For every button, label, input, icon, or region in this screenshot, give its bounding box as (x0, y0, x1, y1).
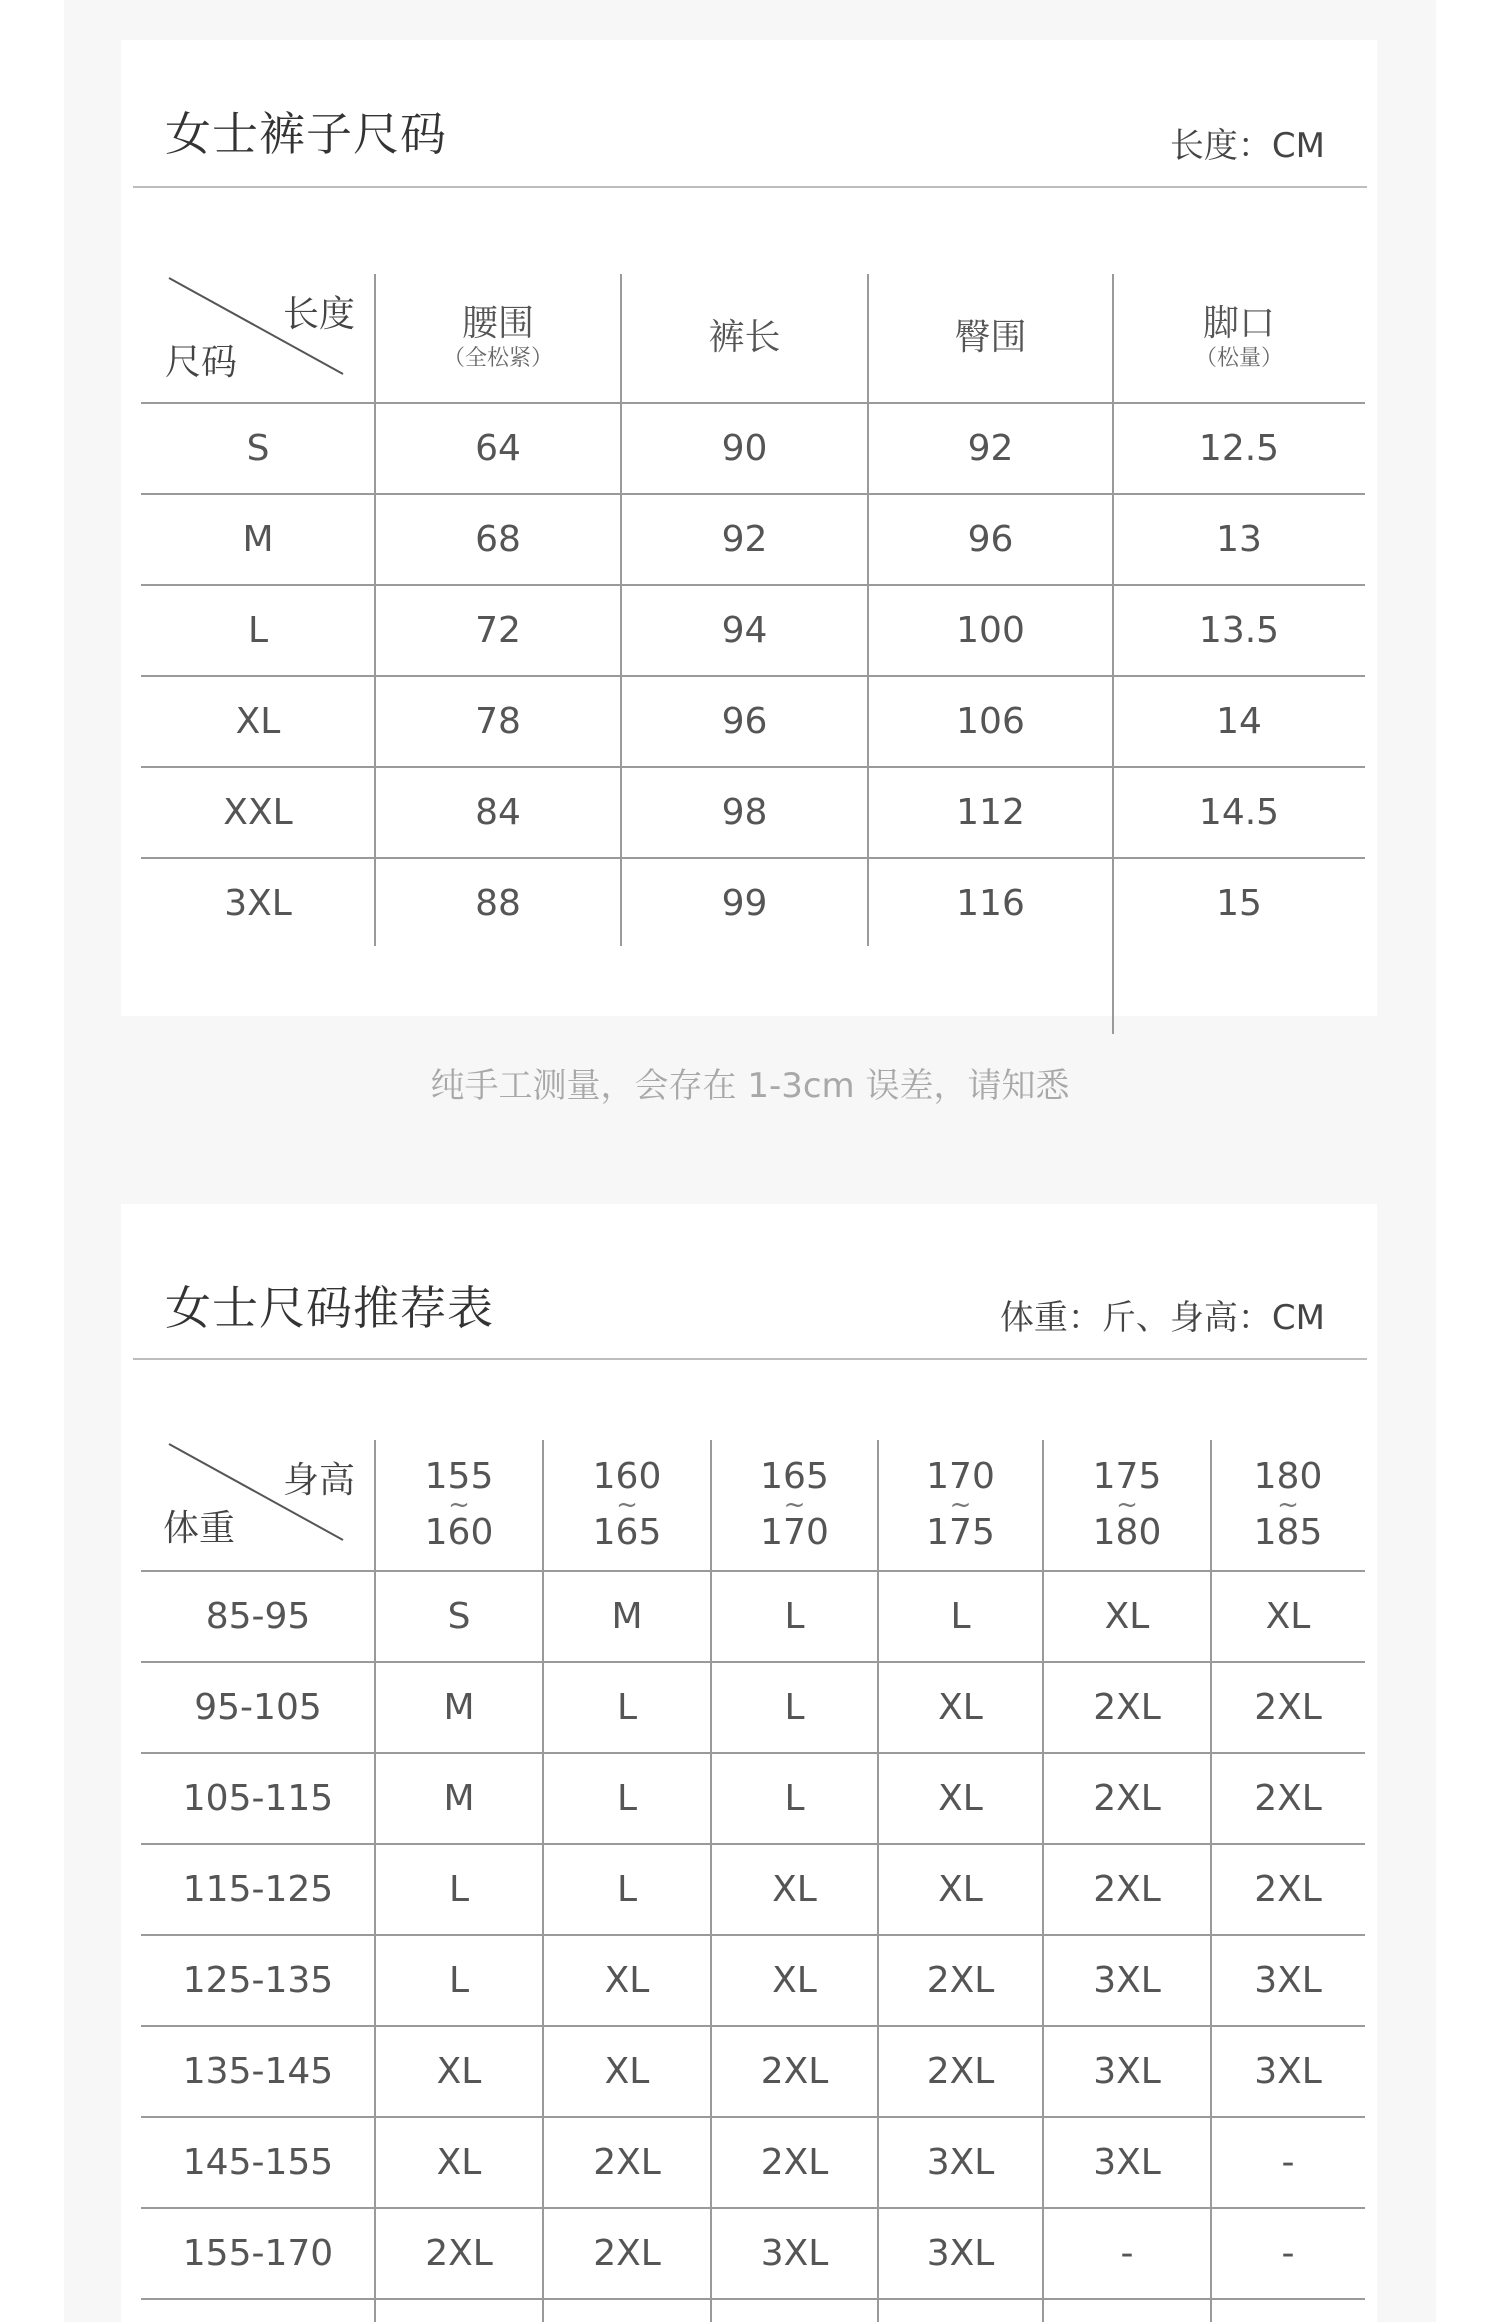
size-cell: XL (436, 2051, 482, 2092)
height-range-header (543, 1440, 711, 1570)
col-label: 裤长 (708, 317, 781, 358)
size-cell: XL (436, 2142, 482, 2183)
recommend-corner-cell (141, 1440, 375, 1570)
size-cell: 2XL (1093, 1778, 1161, 1819)
pants-col-waist (375, 274, 621, 402)
size-cell: XL (772, 1869, 817, 1910)
size-cell: 3XL (1093, 1960, 1161, 2001)
value-cell: 96 (721, 701, 768, 742)
value-cell: 68 (475, 519, 521, 560)
height-range-header (1043, 1440, 1211, 1570)
weight-cell: 145-155 (182, 2142, 334, 2183)
value-cell: 96 (967, 519, 1014, 560)
height-to: 185 (1253, 1512, 1323, 1553)
height-from: 165 (760, 1456, 829, 1497)
pants-chart-unit: 长度：CM (1169, 126, 1325, 166)
table-row (141, 1572, 1365, 1661)
size-cell: L (950, 1596, 971, 1637)
size-cell: M (611, 1596, 643, 1637)
pants-corner-cell (141, 274, 375, 402)
size-cell: L (784, 1778, 805, 1819)
col-label: 臀围 (954, 317, 1027, 358)
size-cell: 2XL (1254, 1687, 1322, 1728)
value-cell: 106 (956, 701, 1025, 742)
value-cell: 84 (475, 792, 521, 833)
recommend-corner-bottom-label: 体重 (163, 1508, 236, 1549)
table-row (141, 1754, 1365, 1843)
measurement-note: 纯手工测量，会存在 1-3cm 误差，请知悉 (430, 1066, 1070, 1106)
pants-size-card (121, 40, 1377, 1016)
size-cell: 3XL (1254, 1960, 1322, 2001)
value-cell: 94 (721, 610, 768, 651)
recommend-size-card (121, 1204, 1377, 2322)
value-cell: 72 (475, 610, 521, 651)
value-cell: 92 (721, 519, 768, 560)
value-cell: 112 (956, 792, 1025, 833)
table-row (141, 1845, 1365, 1934)
height-from: 155 (424, 1456, 494, 1497)
height-from: 170 (926, 1456, 995, 1497)
value-cell: 13 (1216, 519, 1262, 560)
size-cell: 2XL (926, 1960, 995, 2001)
size-cell: XL (235, 701, 281, 742)
size-cell: XL (938, 1778, 983, 1819)
height-range-header (1211, 1440, 1365, 1570)
size-cell: 2XL (425, 2233, 493, 2274)
weight-cell: 115-125 (182, 1869, 334, 1910)
value-cell: 78 (475, 701, 521, 742)
pants-col-divider (1112, 274, 1114, 1034)
weight-cell: 135-145 (182, 2051, 334, 2092)
size-cell: 2XL (1254, 1869, 1322, 1910)
size-cell: 2XL (593, 2233, 661, 2274)
table-row (141, 2027, 1365, 2116)
size-cell: - (1281, 2233, 1295, 2274)
recommend-col-divider (710, 1440, 712, 2322)
table-row (141, 1936, 1365, 2025)
size-cell: 2XL (1093, 1687, 1161, 1728)
recommend-corner-top-label: 身高 (283, 1460, 356, 1501)
size-cell: 3XL (1093, 2142, 1161, 2183)
size-cell: L (616, 1778, 638, 1819)
size-cell: XL (604, 2051, 650, 2092)
weight-cell: 85-95 (205, 1596, 311, 1637)
range-tilde: ~ (448, 1490, 470, 1520)
weight-cell: 125-135 (182, 1960, 334, 2001)
size-cell: - (1120, 2233, 1134, 2274)
size-cell: 2XL (760, 2051, 829, 2092)
size-cell: 3XL (926, 2142, 995, 2183)
height-to: 160 (424, 1512, 494, 1553)
col-sublabel: （全松紧） (442, 346, 553, 371)
value-cell: 100 (956, 610, 1025, 651)
size-cell: 2XL (593, 2142, 661, 2183)
pants-col-length (621, 274, 868, 402)
value-cell: 14.5 (1198, 792, 1280, 833)
height-to: 175 (926, 1512, 995, 1553)
range-tilde: ~ (949, 1490, 972, 1520)
pants-corner-top-label: 长度 (283, 294, 356, 335)
recommend-col-divider (542, 1440, 544, 2322)
value-cell: 13.5 (1198, 610, 1280, 651)
pants-corner-bottom-label: 尺码 (165, 342, 238, 383)
size-cell: 3XL (1254, 2051, 1322, 2092)
value-cell: 15 (1216, 883, 1262, 924)
value-cell: 90 (721, 428, 768, 469)
table-row (141, 586, 1365, 675)
size-cell: M (443, 1778, 475, 1819)
table-row (141, 495, 1365, 584)
size-cell: L (784, 1596, 805, 1637)
height-to: 170 (760, 1512, 829, 1553)
size-cell: XL (604, 1960, 650, 2001)
pants-col-hem (1113, 274, 1365, 402)
size-cell: 3XL (224, 883, 292, 924)
size-cell: L (616, 1869, 638, 1910)
recommend-col-divider (1042, 1440, 1044, 2322)
table-row (141, 859, 1365, 948)
size-cell: L (448, 1869, 470, 1910)
range-tilde: ~ (783, 1490, 806, 1520)
size-cell: 2XL (926, 2051, 995, 2092)
recommend-chart-unit: 体重：斤、身高：CM (999, 1298, 1325, 1338)
size-cell: L (448, 1960, 470, 2001)
recommend-col-divider (374, 1440, 376, 2322)
height-from: 160 (592, 1456, 662, 1497)
pants-col-hip (868, 274, 1113, 402)
pants-title-divider (133, 186, 1367, 188)
weight-cell: 105-115 (182, 1778, 334, 1819)
recommend-title-divider (133, 1358, 1367, 1360)
range-tilde: ~ (616, 1490, 638, 1520)
size-cell: XL (938, 1869, 983, 1910)
recommend-size-table (141, 1440, 1365, 2322)
size-cell: XL (1104, 1596, 1150, 1637)
table-row (141, 2209, 1365, 2298)
size-cell: M (242, 519, 274, 560)
recommend-row-divider (141, 2298, 1365, 2300)
weight-cell: 155-170 (182, 2233, 334, 2274)
weight-cell: 95-105 (194, 1687, 322, 1728)
pants-table-header (141, 274, 1365, 402)
value-cell: 14 (1216, 701, 1262, 742)
recommend-col-divider (1210, 1440, 1212, 2322)
table-row (141, 677, 1365, 766)
table-row (141, 2118, 1365, 2207)
col-label: 脚口 (1202, 303, 1275, 344)
size-cell: 2XL (760, 2142, 829, 2183)
range-tilde: ~ (1116, 1490, 1138, 1520)
value-cell: 64 (475, 428, 521, 469)
value-cell: 99 (721, 883, 768, 924)
value-cell: 116 (956, 883, 1025, 924)
size-cell: 2XL (1254, 1778, 1322, 1819)
size-cell: 3XL (926, 2233, 995, 2274)
size-cell: S (447, 1596, 471, 1637)
table-row (141, 404, 1365, 493)
table-row (141, 1663, 1365, 1752)
recommend-chart-title: 女士尺码推荐表 (165, 1281, 494, 1335)
range-tilde: ~ (1277, 1490, 1299, 1520)
value-cell: 98 (721, 792, 768, 833)
height-range-header (878, 1440, 1043, 1570)
size-cell: XL (938, 1687, 983, 1728)
size-cell: 3XL (1093, 2051, 1161, 2092)
size-cell: XXL (223, 792, 293, 833)
col-label: 腰围 (461, 303, 534, 344)
recommend-col-divider (877, 1440, 879, 2322)
size-cell: XL (1265, 1596, 1311, 1637)
value-cell: 12.5 (1198, 428, 1280, 469)
value-cell: 88 (475, 883, 521, 924)
size-cell: XL (772, 1960, 817, 2001)
pants-col-divider (620, 274, 622, 946)
col-sublabel: （松量） (1194, 346, 1283, 371)
size-cell: S (246, 428, 270, 469)
size-cell: 3XL (760, 2233, 829, 2274)
size-cell: M (443, 1687, 475, 1728)
height-range-header (711, 1440, 878, 1570)
height-from: 180 (1253, 1456, 1323, 1497)
value-cell: 92 (967, 428, 1014, 469)
height-to: 180 (1092, 1512, 1162, 1553)
size-cell: - (1281, 2142, 1295, 2183)
size-cell: L (784, 1687, 805, 1728)
pants-col-divider (867, 274, 869, 946)
height-to: 165 (592, 1512, 662, 1553)
size-cell: 2XL (1093, 1869, 1161, 1910)
height-range-header (375, 1440, 543, 1570)
size-cell: L (616, 1687, 638, 1728)
pants-size-table (141, 274, 1365, 992)
recommend-table-header (141, 1440, 1365, 1570)
table-row (141, 768, 1365, 857)
size-cell: L (247, 610, 269, 651)
pants-chart-title: 女士裤子尺码 (165, 107, 447, 161)
pants-col-divider (374, 274, 376, 946)
height-from: 175 (1092, 1456, 1162, 1497)
